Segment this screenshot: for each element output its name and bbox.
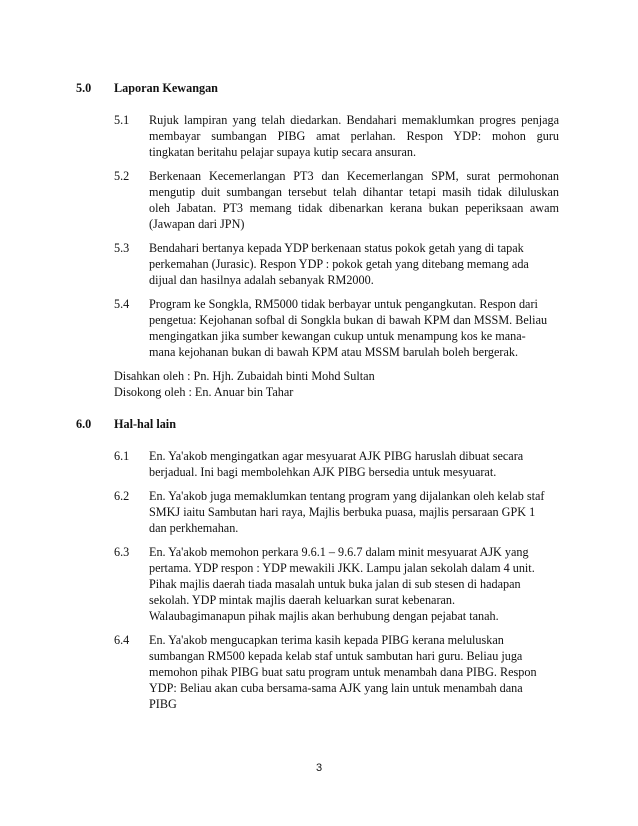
section-number: 5.0 (76, 81, 92, 95)
item-number: 5.2 (114, 169, 130, 183)
item-line: Program ke Songkla, RM5000 tidak berbayar untuk pengangkutan. Respon dari (149, 297, 538, 311)
item-line: perkemahan (Jurasic). Respon YDP : pokok getah yang ditebang memang ada (149, 257, 529, 271)
page-number: 3 (315, 762, 323, 774)
item-line: dijual dan hasilnya adalah sebanyak RM2000. (149, 273, 374, 287)
section-title: Hal-hal lain (114, 417, 176, 431)
item-line: membayar sumbangan PIBG amat perlahan. Respon YDP: mohon guru (149, 129, 559, 143)
item-number: 5.4 (114, 297, 130, 311)
item-number: 6.4 (114, 633, 130, 647)
item-line: mengutip duit sumbangan tersebut telah dihantar tetapi masih tidak diluluskan (149, 185, 559, 199)
item-line: En. Ya'akob memohon perkara 9.6.1 – 9.6.7 dalam minit mesyuarat AJK yang (149, 545, 529, 559)
item-number: 6.2 (114, 489, 130, 503)
section-heading-6 (76, 416, 576, 432)
item-line: berjadual. Ini bagi membolehkan AJK PIBG bersedia untuk mesyuarat. (149, 465, 497, 479)
signature-seconded: Disokong oleh : En. Anuar bin Tahar (114, 385, 294, 399)
section-heading-5 (76, 80, 576, 96)
section-number: 6.0 (76, 417, 92, 431)
item-line: mengingatkan jika sumber kewangan cukup untuk menampung kos ke mana- (149, 329, 526, 343)
item-line: YDP: Beliau akan cuba bersama-sama AJK yang lain untuk menambah dana (149, 681, 523, 695)
item-line: En. Ya'akob mengucapkan terima kasih kepada PIBG kerana meluluskan (149, 633, 504, 647)
item-line: tingkatan beritahu pelajar supaya kutip secara ansuran. (149, 145, 417, 159)
item-line: Bendahari bertanya kepada YDP berkenaan status pokok getah yang di tapak (149, 241, 524, 255)
item-line: dan perkhemahan. (149, 521, 239, 535)
item-line: Rujuk lampiran yang telah diedarkan. Bendahari memaklumkan progres penjaga (149, 113, 559, 127)
item-number: 5.3 (114, 241, 130, 255)
item-line: sumbangan RM500 kepada kelab staf untuk sambutan hari guru. Beliau juga (149, 649, 523, 663)
item-line: oleh Jabatan. PT3 memang tidak dibenarkan kerana bukan peperiksaan awam (149, 201, 559, 215)
item-line: En. Ya'akob juga memaklumkan tentang program yang dijalankan oleh kelab staf (149, 489, 545, 503)
item-line: pengetua: Kejohanan sofbal di Songkla bukan di bawah KPM dan MSSM. Beliau (149, 313, 548, 327)
item-line: PIBG (149, 697, 177, 711)
item-line: pertama. YDP respon : YDP mewakili JKK. Lampu jalan sekolah dalam 4 unit. (149, 561, 535, 575)
item-line: memohon pihak PIBG buat satu program untuk menambah dana PIBG. Respon (149, 665, 537, 679)
item-line: En. Ya'akob mengingatkan agar mesyuarat AJK PIBG haruslah dibuat secara (149, 449, 524, 463)
item-line: Pihak majlis daerah tiada masalah untuk buka jalan di sub stesen di hadapan (149, 577, 521, 591)
section-title: Laporan Kewangan (114, 81, 218, 95)
item-line: Walaubagimanapun pihak majlis akan berhubung dengan pejabat tanah. (149, 609, 499, 623)
item-line: (Jawapan dari JPN) (149, 217, 245, 231)
item-line: Berkenaan Kecemerlangan PT3 dan Kecemerlangan SPM, surat permohonan (149, 169, 559, 183)
item-number: 6.3 (114, 545, 130, 559)
item-line: sekolah. YDP mintak majlis daerah keluarkan surat kebenaran. (149, 593, 456, 607)
item-number: 6.1 (114, 449, 130, 463)
item-number: 5.1 (114, 113, 130, 127)
item-line: SMKJ iaitu Sambutan hari raya, Majlis berbuka puasa, majlis persaraan GPK 1 (149, 505, 536, 519)
signature-approved: Disahkan oleh : Pn. Hjh. Zubaidah binti Mohd Sultan (114, 369, 375, 383)
item-line: mana kejohanan bukan di bawah KPM atau MSSM barulah boleh bergerak. (149, 345, 519, 359)
